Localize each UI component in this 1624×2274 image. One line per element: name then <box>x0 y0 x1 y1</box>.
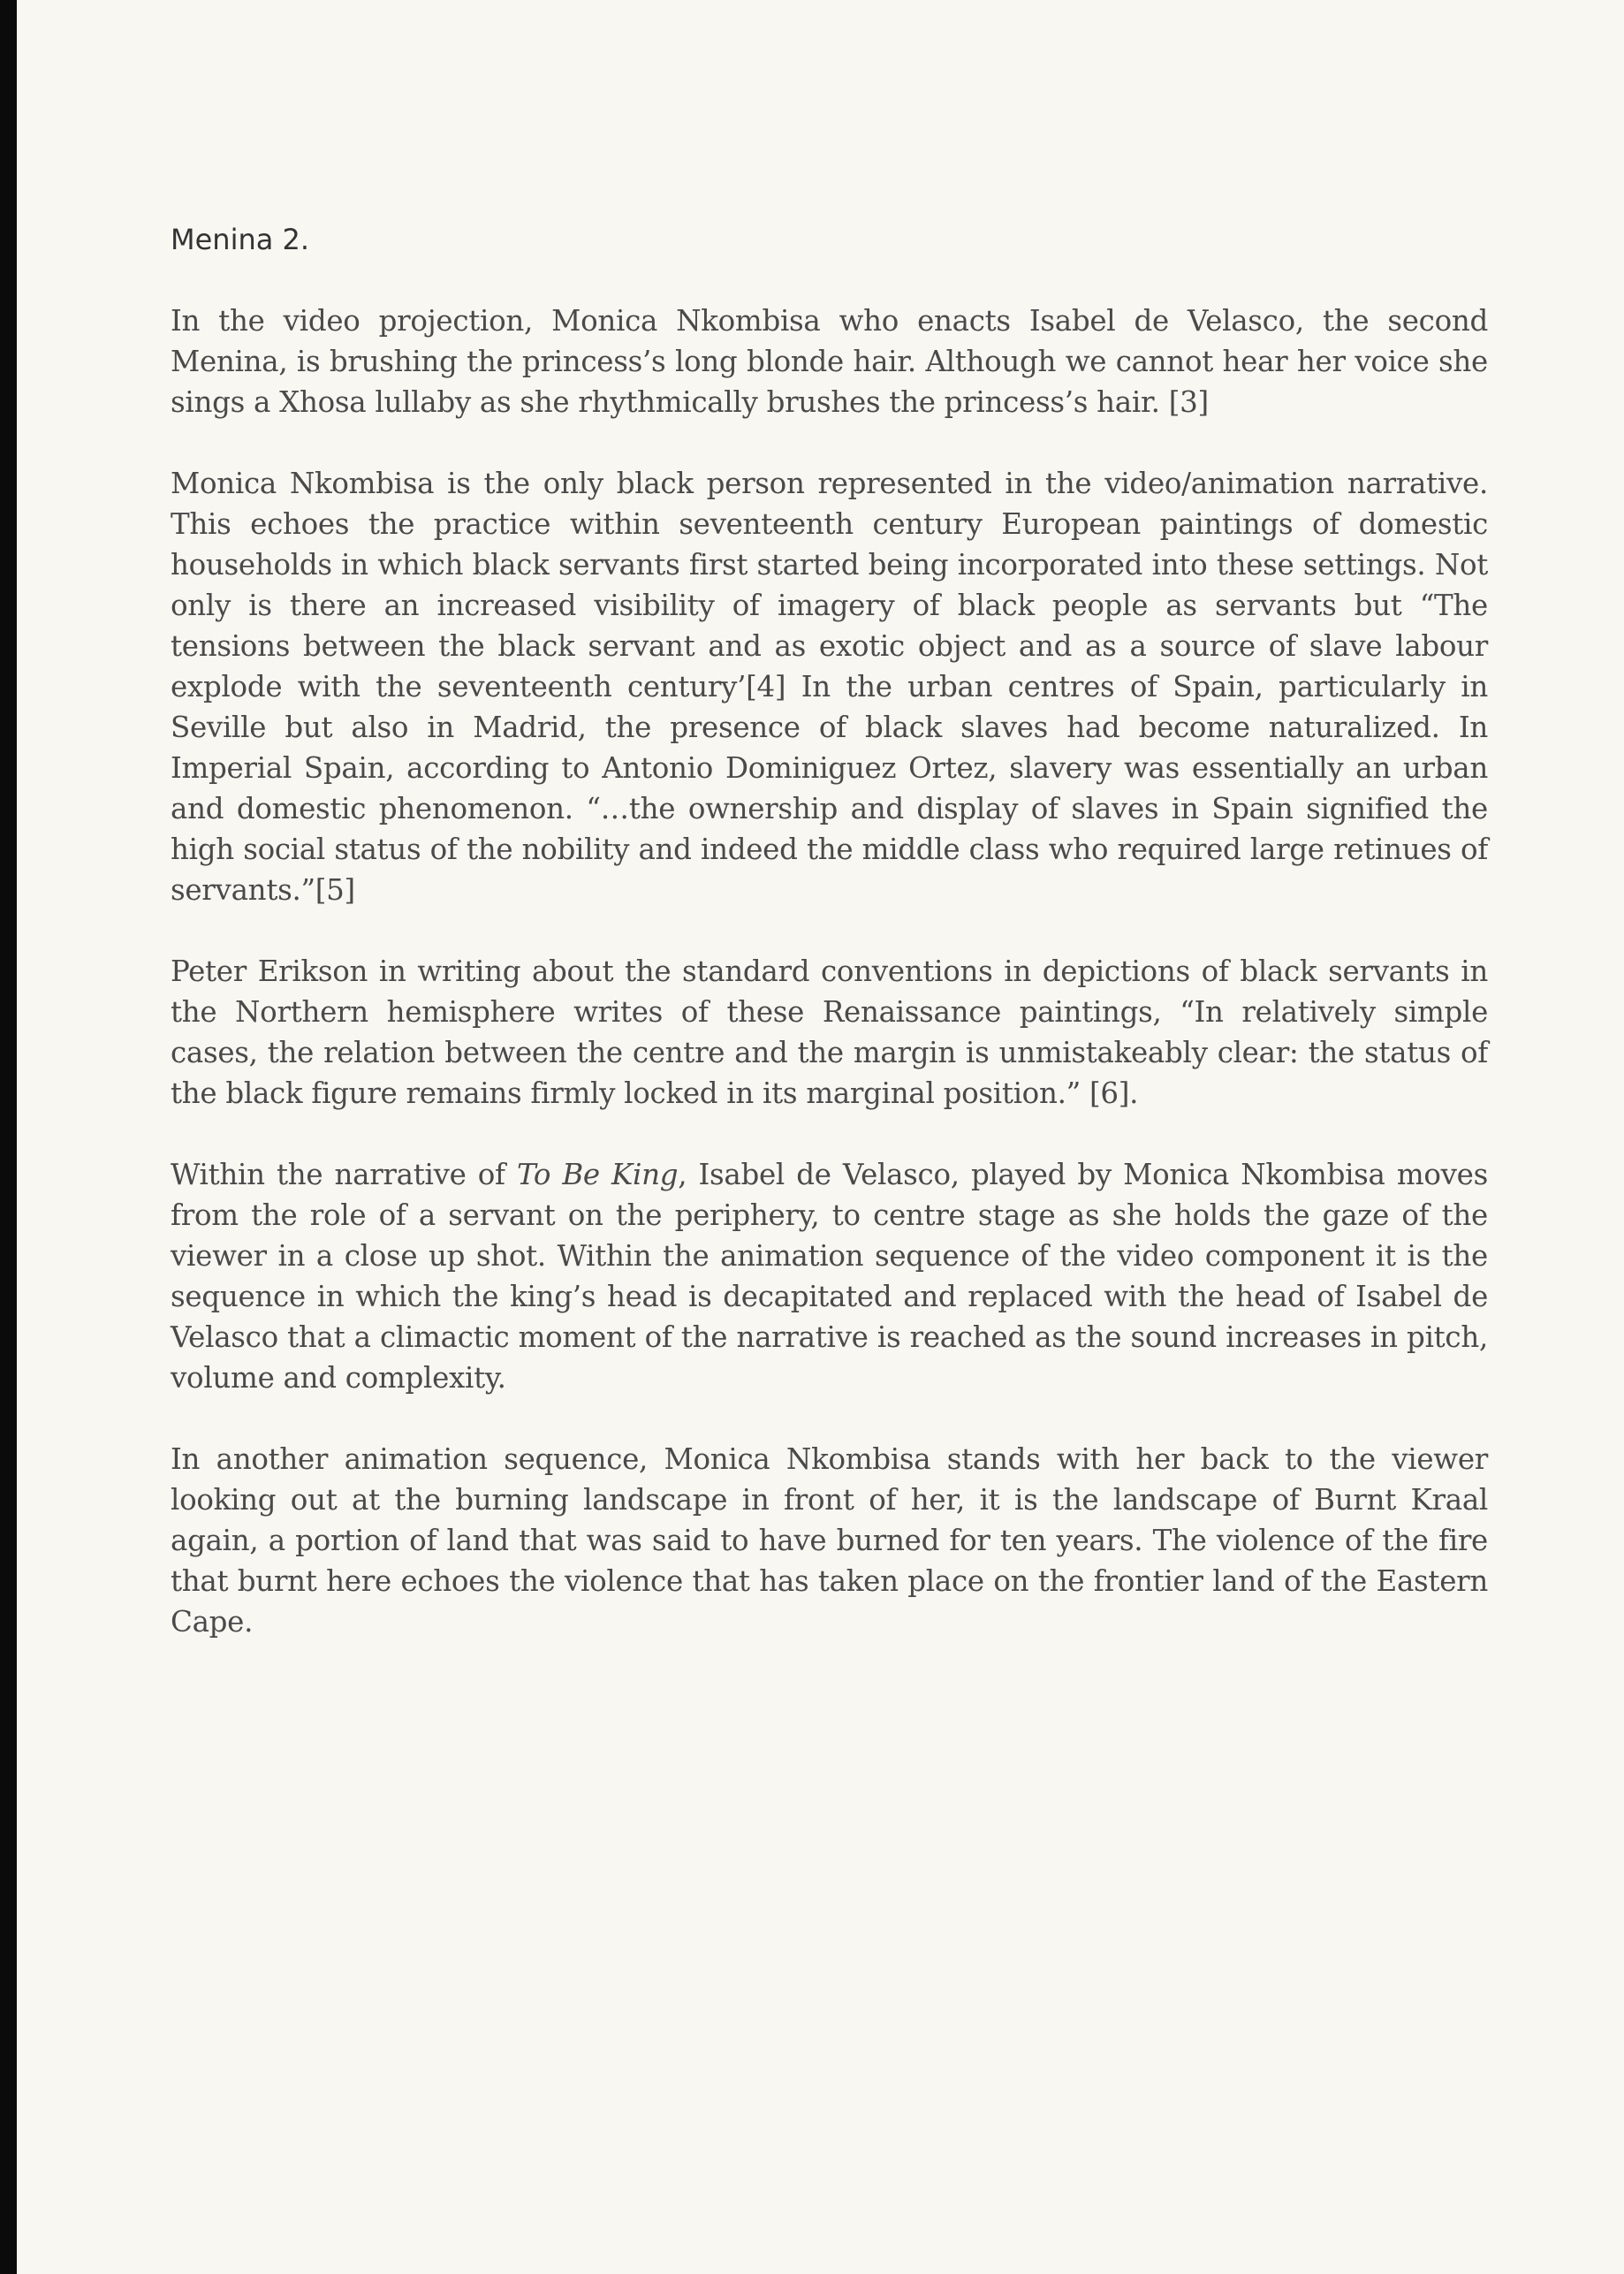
paragraph-5: In another animation sequence, Monica Nkombisa stands with her back to the viewer looking out at the burning landscape in front of her, it is the landscape of Burnt Kraal again, a portion of land that was said to have burned for ten years. The violence of the fire that burnt here echoes the violence that has taken place on the frontier land of the Eastern Cape. <box>171 1442 1488 1639</box>
paragraph-3: Peter Erikson in writing about the standard conventions in depictions of black servants in the Northern hemisphere writes of these Renaissance paintings, “In relatively simple cases, the relation between the centre and the margin is unmistakeably clear: the status of the black figure remains firmly locked in its marginal position.” [6]. <box>171 954 1488 1110</box>
paragraph-4-rest: , Isabel de Velasco, played by Monica Nkombisa moves from the role of a servant on the periphery, to centre stage as she holds the gaze of the viewer in a close up shot. Within the animation sequence of the video component it is the sequence in which the king’s head is decapitated and replaced with the head of Isabel de Velasco that a climactic moment of the narrative is reached as the sound increases in pitch, volume and complexity. <box>171 1158 1488 1395</box>
paragraph-4 <box>171 1154 1488 1398</box>
work-title: To Be King <box>517 1158 679 1191</box>
left-page-edge <box>0 0 17 2274</box>
paragraph-4-lead: Within the narrative of <box>171 1158 517 1191</box>
section-heading: Menina 2. <box>171 223 310 256</box>
document-page <box>17 0 1624 2274</box>
paragraph-1: In the video projection, Monica Nkombisa who enacts Isabel de Velasco, the second Menina, is brushing the princess’s long blonde hair. Although we cannot hear her voice she sings a Xhosa lullaby as she rhythmically brushes the princess’s hair. [3] <box>171 304 1488 419</box>
document-body <box>171 219 1488 1683</box>
paragraph-2: Monica Nkombisa is the only black person represented in the video/animation narrative. This echoes the practice within seventeenth century European paintings of domestic households in which black servants first started being incorporated into these settings. Not only is there an increased visibility of imagery of black people as servants but “The tensions between the black servant and as exotic object and as a source of slave labour explode with the seventeenth century’[4] In the urban centres of Spain, particularly in Seville but also in Madrid, the presence of black slaves had become naturalized. In Imperial Spain, according to Antonio Dominiguez Ortez, slavery was essentially an urban and domestic phenomenon. “…the ownership and display of slaves in Spain signified the high social status of the nobility and indeed the middle class who required large retinues of servants.”[5] <box>171 467 1488 907</box>
